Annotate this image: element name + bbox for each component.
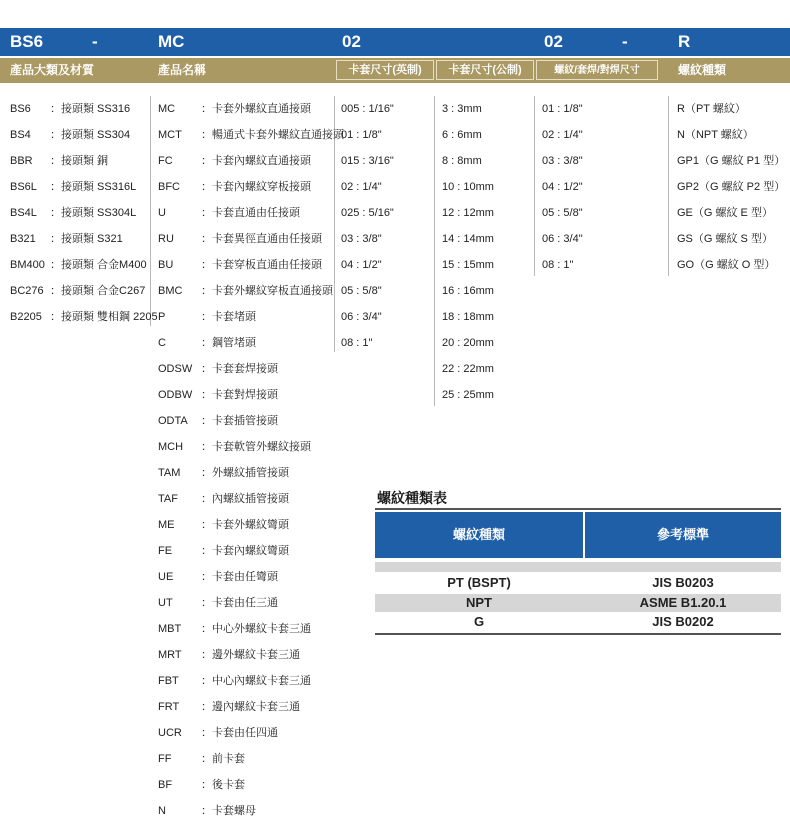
list-item: BU ：卡套穿板直通由任接頭 <box>158 259 322 271</box>
thread-table-bottom-rule <box>375 633 781 635</box>
list-item: 01 : 1/8" <box>542 103 583 115</box>
list-item: 02 : 1/4" <box>542 129 583 141</box>
thread-table-header <box>375 512 781 558</box>
list-item: 12 : 12mm <box>442 207 494 219</box>
list-item: 06 : 3/4" <box>341 311 382 323</box>
imperial-size-list <box>341 96 394 356</box>
header-product: 產品名稱 <box>158 63 207 77</box>
code-band <box>0 28 790 56</box>
list-item: C ：鋼管堵頭 <box>158 337 256 349</box>
list-item: B2205 ：接頭類 雙相鋼 2205 <box>10 311 158 323</box>
code-tube-size: 02 <box>342 32 361 51</box>
list-item: P ：卡套堵頭 <box>158 311 256 323</box>
code-thread-size: 02 <box>544 32 563 51</box>
list-item: 05 : 5/8" <box>542 207 583 219</box>
list-item: 10 : 10mm <box>442 181 494 193</box>
table-row: NPT ASME B1.20.1 <box>375 594 781 612</box>
thread-table-header-type: 螺紋種類 <box>452 527 505 542</box>
list-item: 005 : 1/16" <box>341 103 394 115</box>
list-item: 025 : 5/16" <box>341 207 394 219</box>
list-item: TAF ：內螺紋插管接頭 <box>158 493 289 505</box>
header-imperial: 卡套尺寸(英制) <box>348 64 422 76</box>
list-item: 14 : 14mm <box>442 233 494 245</box>
list-item: 25 : 25mm <box>442 389 494 401</box>
header-thread-size: 螺紋/套焊/對焊尺寸 <box>554 65 640 76</box>
list-item: 02 : 1/4" <box>341 181 382 193</box>
thread-table-title: 螺紋種類表 <box>377 490 447 506</box>
list-item: BF ：後卡套 <box>158 779 245 791</box>
list-item: RU ：卡套異徑直通由任接頭 <box>158 233 322 245</box>
code-separator: - <box>92 32 98 51</box>
list-item: MCH ：卡套軟管外螺紋接頭 <box>158 441 311 453</box>
list-item: ODSW ：卡套套焊接頭 <box>158 363 278 375</box>
list-item: ODBW ：卡套對焊接頭 <box>158 389 278 401</box>
list-item: GS（G 螺紋 S 型） <box>677 233 773 245</box>
thread-table-gap <box>375 562 781 572</box>
list-item: FF ：前卡套 <box>158 753 245 765</box>
divider-thread-size <box>668 96 669 276</box>
list-item: UE ：卡套由任彎頭 <box>158 571 278 583</box>
code-separator-2: - <box>622 32 628 51</box>
list-item: 20 : 20mm <box>442 337 494 349</box>
thread-table-header-divider <box>583 512 585 558</box>
list-item: 03 : 3/8" <box>542 155 583 167</box>
list-item: BM400 ：接頭類 合金M400 <box>10 259 147 271</box>
list-item: MBT ：中心外螺紋卡套三通 <box>158 623 311 635</box>
list-item: BS4 ：接頭類 SS304 <box>10 129 131 141</box>
table-row: PT (BSPT) JIS B0203 <box>447 575 714 590</box>
header-material: 產品大類及材質 <box>10 63 95 77</box>
list-item: FE ：卡套內螺紋彎頭 <box>158 545 289 557</box>
list-item: 3 : 3mm <box>442 103 482 115</box>
list-item: 08 : 1" <box>341 337 373 349</box>
list-item: UT ：卡套由任三通 <box>158 597 278 609</box>
list-item: BC276 ：接頭類 合金C267 <box>10 285 146 297</box>
list-item: BS6L ：接頭類 SS316L <box>10 181 137 193</box>
list-item: UCR ：卡套由任四通 <box>158 727 278 739</box>
list-item: MRT ：邊外螺紋卡套三通 <box>158 649 300 661</box>
product-list <box>158 96 344 824</box>
divider-metric <box>534 96 535 276</box>
list-item: 6 : 6mm <box>442 129 482 141</box>
metric-size-list <box>442 96 494 408</box>
list-item: 18 : 18mm <box>442 311 494 323</box>
code-material: BS6 <box>10 32 44 51</box>
list-item: 22 : 22mm <box>442 363 494 375</box>
list-item: FC ：卡套內螺紋直通接頭 <box>158 155 311 167</box>
list-item: BFC ：卡套內螺紋穿板接頭 <box>158 181 311 193</box>
list-item: BS4L ：接頭類 SS304L <box>10 207 137 219</box>
list-item: B321 ：接頭類 S321 <box>10 233 123 245</box>
code-thread-type: R <box>678 32 691 51</box>
thread-table-top-rule <box>375 508 781 510</box>
list-item: 8 : 8mm <box>442 155 482 167</box>
list-item: 01 : 1/8" <box>341 129 382 141</box>
header-thread-type: 螺紋種類 <box>678 63 727 77</box>
list-item: FBT ：中心內螺紋卡套三通 <box>158 675 311 687</box>
list-item: 04 : 1/2" <box>542 181 583 193</box>
list-item: 04 : 1/2" <box>341 259 382 271</box>
list-item: TAM ：外螺紋插管接頭 <box>158 467 289 479</box>
list-item: N（NPT 螺紋） <box>677 129 754 141</box>
list-item: 05 : 5/8" <box>341 285 382 297</box>
code-product: MC <box>158 32 185 51</box>
list-item: GP2（G 螺紋 P2 型） <box>677 181 786 193</box>
list-item: MC ：卡套外螺紋直通接頭 <box>158 103 311 115</box>
list-item: 15 : 15mm <box>442 259 494 271</box>
list-item: ME ：卡套外螺紋彎頭 <box>158 519 289 531</box>
list-item: GP1（G 螺紋 P1 型） <box>677 155 786 167</box>
thread-size-list <box>542 96 583 278</box>
list-item: U ：卡套直通由任接頭 <box>158 207 300 219</box>
material-list <box>10 96 158 330</box>
list-item: 16 : 16mm <box>442 285 494 297</box>
list-item: 08 : 1" <box>542 259 574 271</box>
thread-table-header-standard: 參考標準 <box>656 527 709 542</box>
header-metric: 卡套尺寸(公制) <box>448 64 522 76</box>
divider-imperial <box>434 96 435 406</box>
thread-type-list <box>677 96 785 278</box>
list-item: 06 : 3/4" <box>542 233 583 245</box>
list-item: N ：卡套螺母 <box>158 805 256 817</box>
list-item: BMC ：卡套外螺紋穿板直通接頭 <box>158 285 333 297</box>
table-row: G JIS B0202 <box>473 614 714 629</box>
list-item: R（PT 螺紋） <box>677 103 746 115</box>
list-item: ODTA ：卡套插管接頭 <box>158 415 278 427</box>
list-item: BBR ：接頭類 銅 <box>10 155 109 167</box>
list-item: 03 : 3/8" <box>341 233 382 245</box>
list-item: GO（G 螺紋 O 型） <box>677 259 776 271</box>
list-item: 015 : 3/16" <box>341 155 394 167</box>
list-item: GE（G 螺紋 E 型） <box>677 207 773 219</box>
list-item: FRT ：邊內螺紋卡套三通 <box>158 701 300 713</box>
list-item: BS6 ：接頭類 SS316 <box>10 103 131 115</box>
list-item: MCT ：暢通式卡套外螺紋直通接頭 <box>158 129 344 141</box>
